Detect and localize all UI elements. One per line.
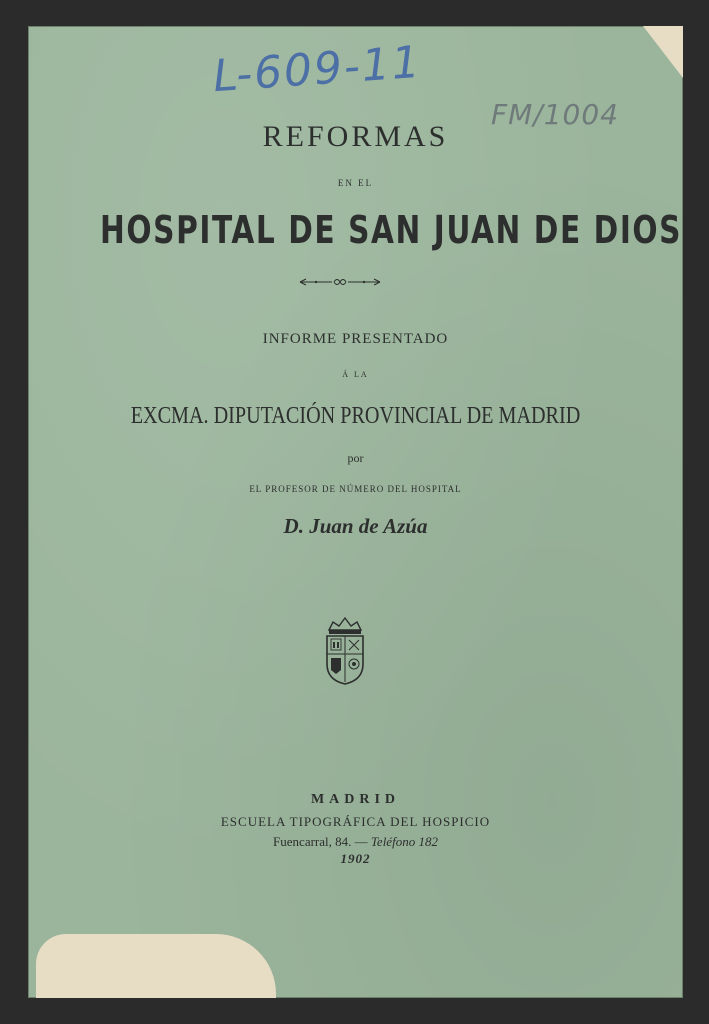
torn-bottom-edge	[36, 934, 276, 998]
book-cover	[28, 26, 683, 998]
imprint-press: ESCUELA TIPOGRÁFICA DEL HOSPICIO	[220, 814, 491, 829]
subtitle-a-la: Á LA	[342, 370, 369, 379]
imprint-address	[28, 834, 683, 850]
title-en-el: EN EL	[337, 178, 374, 188]
torn-corner	[643, 26, 683, 78]
imprint-street: Fuencarral, 84. —	[273, 834, 371, 849]
handwritten-call-number: L-609-11	[211, 36, 424, 103]
author-name: D. Juan de Azúa	[283, 514, 428, 538]
imprint-city: MADRID	[310, 792, 401, 807]
subtitle-diputacion: EXCMA. DIPUTACIÓN PROVINCIAL DE MADRID	[130, 403, 581, 429]
imprint-phone: Teléfono 182	[370, 834, 438, 849]
handwritten-archive-mark: FM/1004	[491, 98, 619, 131]
title-reformas: REFORMAS	[262, 120, 449, 153]
imprint-year: 1902	[340, 851, 371, 866]
ornament-divider-icon	[298, 275, 382, 289]
subtitle-por: por	[347, 451, 364, 465]
subtitle-profesor: EL PROFESOR DE NÚMERO DEL HOSPITAL	[249, 484, 462, 494]
subtitle-informe: INFORME PRESENTADO	[262, 331, 449, 347]
coat-of-arms-icon	[321, 616, 369, 686]
title-hospital: HOSPITAL DE SAN JUAN DE DIOS	[100, 208, 683, 252]
